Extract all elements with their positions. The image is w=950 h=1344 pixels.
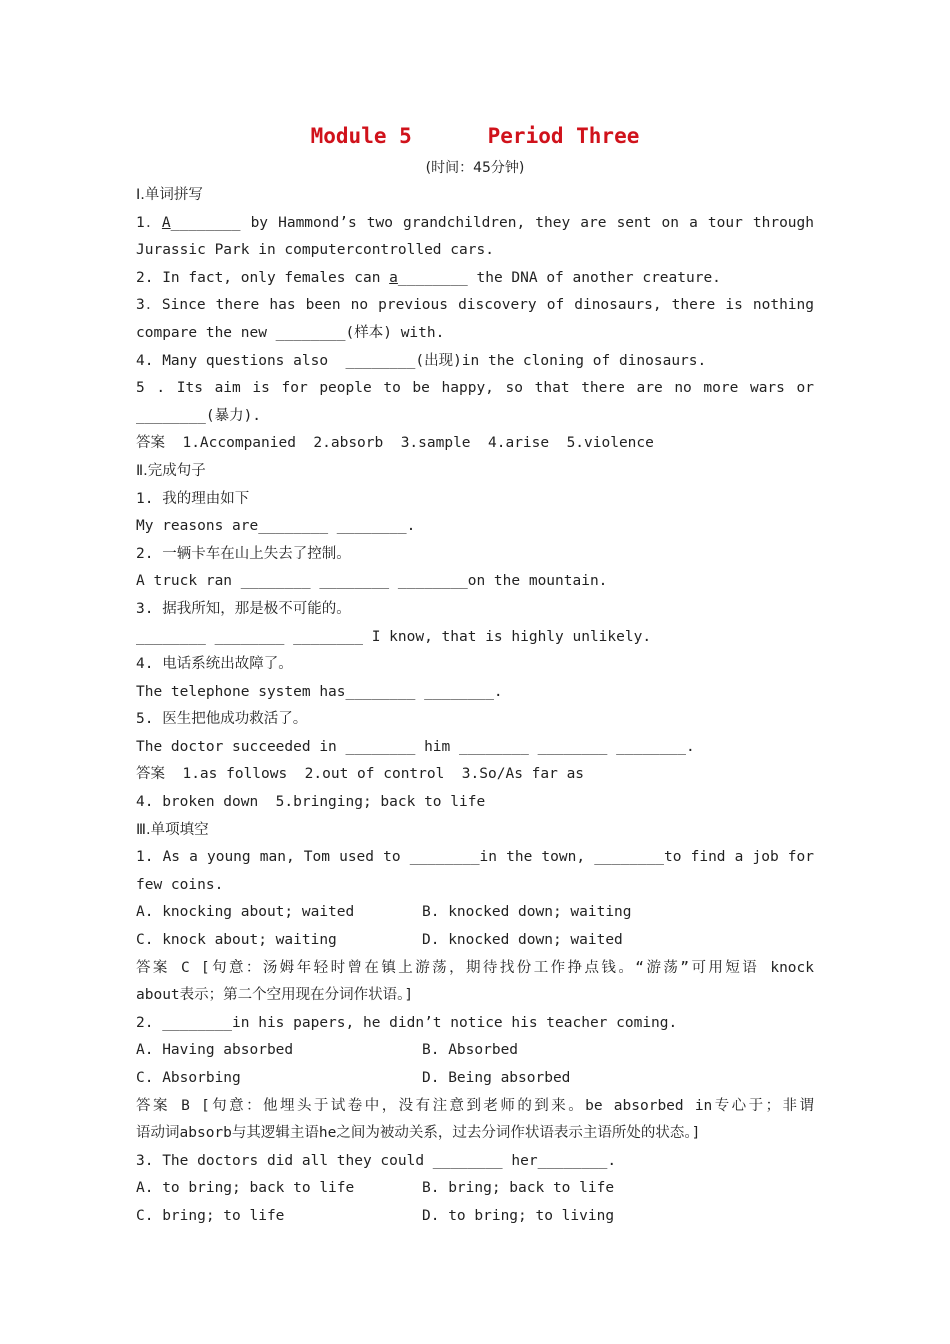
page-title	[136, 118, 814, 154]
section1-q4: 4. Many questions also ________(出现)in the cloning of dinosaurs.	[136, 352, 707, 369]
option-a: A. to bring; back to life	[136, 1180, 355, 1197]
q2-first-letter: a	[389, 269, 398, 286]
q1-text: by Hammond’s two grandchildren, they are sent on a tour through	[240, 214, 814, 231]
section2-answer-line1: 答案 1.as follows 2.out of control 3.So/As far as	[136, 766, 585, 783]
section3-q3-options-row2	[136, 1203, 814, 1231]
option-d: D. knocked down; waited	[422, 932, 623, 949]
section1-q3-line2: compare the new ________(样本) with.	[136, 324, 445, 341]
option-d: D. Being absorbed	[422, 1070, 571, 1086]
section3-q2-answer-line2: 语动词absorb与其逻辑主语he之间为被动关系，过去分词作状语表示主语所处的状态。]	[136, 1125, 701, 1142]
time-limit: (时间：45分钟)	[425, 160, 525, 176]
section3-q1-line2: few coins.	[136, 876, 224, 893]
section1-heading: Ⅰ.单词拼写	[136, 187, 203, 203]
section2-item2-cn: 2. 一辆卡车在山上失去了控制。	[136, 545, 351, 562]
document-page	[136, 118, 814, 1231]
section3-q3-options-row1	[136, 1175, 814, 1203]
section3-q1-answer-line1: 答案 C [句意：汤姆年轻时曾在镇上游荡，期待找份工作挣点钱。“游荡”可用短语 knock	[136, 959, 814, 976]
section2-heading: Ⅱ.完成句子	[136, 462, 206, 479]
section2-item1-en: My reasons are________ ________.	[136, 518, 416, 535]
option-b: B. Absorbed	[422, 1042, 519, 1059]
option-d: D. to bring; to living	[422, 1207, 615, 1224]
section1-q5-line2: ________(暴力).	[136, 407, 262, 424]
section3-q1-answer-line2: about表示；第二个空用现在分词作状语。]	[136, 987, 414, 1004]
section3-q2-options-row2	[136, 1065, 814, 1093]
option-c: C. knock about; waiting	[136, 932, 337, 949]
section1-q3-line1: 3．Since there has been no previous discovery of dinosaurs, there is nothing	[136, 297, 814, 314]
section2-item5-en: The doctor succeeded in ________ him ________ ________ ________.	[136, 738, 695, 755]
section1-q2	[136, 265, 814, 293]
section2-item5-cn: 5. 医生把他成功救活了。	[136, 711, 308, 728]
section1-answer: 答案 1.Accompanied 2.absorb 3.sample 4.arise 5.violence	[136, 435, 654, 452]
section2-item3-en: ________ ________ ________ I know, that is highly unlikely.	[136, 628, 652, 645]
section2-item1-cn: 1. 我的理由如下	[136, 490, 250, 507]
q1-first-letter: A	[161, 214, 171, 231]
section1-q1-line2: Jurassic Park in computercontrolled cars.	[136, 242, 494, 259]
option-c: C. Absorbing	[136, 1070, 241, 1086]
section2-item4-cn: 4. 电话系统出故障了。	[136, 656, 293, 673]
section3-q2-answer-line1: 答案 B [句意：他埋头于试卷中，没有注意到老师的到来。be absorbed in专心于；非谓	[136, 1097, 814, 1114]
section2-item4-en: The telephone system has________ ________.	[136, 683, 503, 700]
q1-number: 1．	[136, 214, 162, 231]
title-module: Module 5	[310, 124, 412, 148]
title-period: Period Three	[487, 124, 640, 148]
section3-q1-options-row1	[136, 899, 814, 927]
section3-q2-line1: 2. ________in his papers, he didn’t notice his teacher coming.	[136, 1014, 678, 1031]
section2-item3-cn: 3. 据我所知，那是极不可能的。	[136, 600, 351, 617]
section1-q5-line1: 5 . Its aim is for people to be happy, so that there are no more wars or	[136, 380, 814, 397]
q2-text-pre: 2. In fact, only females can	[136, 269, 390, 286]
section3-q1-line1: 1. As a young man, Tom used to ________in the town, ________to find a job for	[136, 849, 814, 866]
section1-q1-line1	[136, 210, 814, 238]
option-a: A. Having absorbed	[136, 1042, 294, 1059]
option-a: A. knocking about; waited	[136, 904, 355, 921]
section3-q2-options-row1	[136, 1037, 814, 1065]
q2-blank: ________	[397, 269, 468, 286]
option-b: B. bring; back to life	[422, 1180, 615, 1197]
section2-answer-line2: 4. broken down 5.bringing; back to life	[136, 794, 486, 811]
option-b: B. knocked down; waiting	[422, 904, 632, 921]
section3-q3-line1: 3. The doctors did all they could ________ her________.	[136, 1152, 617, 1169]
q2-text-post: the DNA of another creature.	[467, 269, 721, 286]
section3-q1-options-row2	[136, 927, 814, 955]
section2-item2-en: A truck ran ________ ________ ________on the mountain.	[136, 573, 608, 590]
option-c: C. bring; to life	[136, 1207, 285, 1224]
section3-heading: Ⅲ.单项填空	[136, 821, 209, 838]
q1-blank: ________	[170, 214, 241, 231]
